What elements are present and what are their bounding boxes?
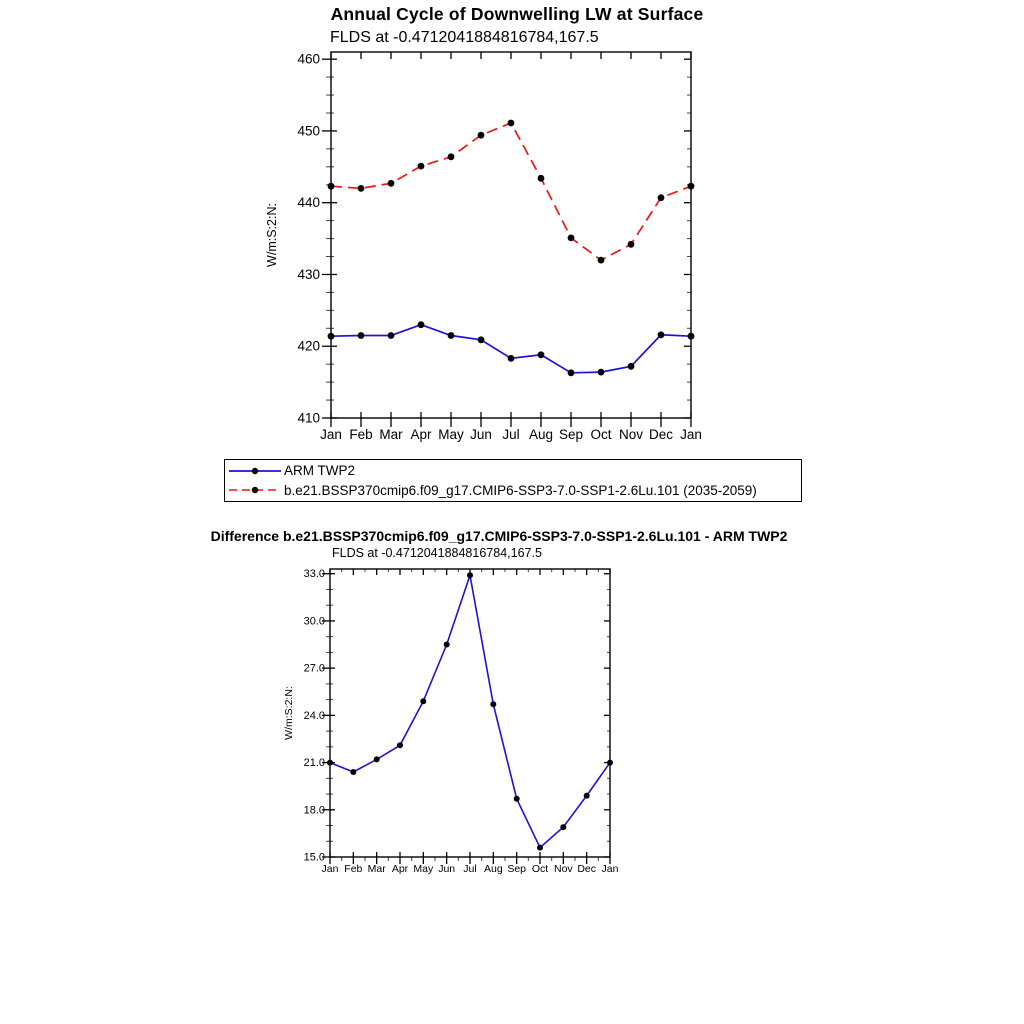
data-point-marker xyxy=(358,185,365,192)
x-tick-label: Oct xyxy=(590,427,612,442)
data-point-marker xyxy=(560,824,566,830)
data-point-marker xyxy=(607,760,613,766)
x-tick-label: Jun xyxy=(438,863,456,875)
x-tick-label: Apr xyxy=(391,863,409,875)
x-tick-label: Oct xyxy=(531,863,549,875)
data-point-marker xyxy=(328,333,335,340)
data-point-marker xyxy=(448,332,455,339)
data-point-marker xyxy=(568,369,575,376)
data-point-marker xyxy=(397,742,403,748)
x-tick-label: Sep xyxy=(507,863,527,875)
y-tick-label: 440 xyxy=(297,195,320,211)
y-tick-label: 24.0 xyxy=(303,709,325,722)
legend-label-arm-twp2: ARM TWP2 xyxy=(284,463,356,479)
data-point-marker xyxy=(478,132,485,139)
x-tick-label: Jul xyxy=(463,863,477,875)
x-tick-label: May xyxy=(438,427,464,442)
series-line xyxy=(330,575,610,847)
y-tick-label: 18.0 xyxy=(303,804,325,817)
data-point-marker xyxy=(444,642,450,648)
x-tick-label: Aug xyxy=(528,427,554,442)
top-chart-title: Annual Cycle of Downwelling LW at Surface xyxy=(330,4,704,24)
series-1 xyxy=(328,120,695,264)
data-point-marker xyxy=(658,194,665,201)
data-point-marker xyxy=(374,756,380,762)
x-tick-label: Jun xyxy=(470,427,492,442)
y-tick-label: 15.0 xyxy=(303,851,325,864)
plot-border xyxy=(331,52,691,418)
data-point-marker xyxy=(568,235,575,242)
x-tick-label: Dec xyxy=(648,427,674,442)
legend-label-model-run: b.e21.BSSP370cmip6.f09_g17.CMIP6-SSP3-7.0-SSP1-2.6Lu.101 (2035-2059) xyxy=(284,482,757,498)
data-point-marker xyxy=(538,175,545,182)
data-point-marker xyxy=(358,332,365,339)
data-point-marker xyxy=(658,331,665,338)
y-tick-label: 30.0 xyxy=(303,615,325,628)
x-tick-label: May xyxy=(413,863,434,875)
data-point-marker xyxy=(388,180,395,187)
y-tick-label: 430 xyxy=(297,266,320,282)
y-tick-label: 420 xyxy=(297,338,320,354)
x-tick-label: Jan xyxy=(320,427,342,442)
y-tick-label: 410 xyxy=(297,410,320,426)
x-tick-label: Apr xyxy=(410,427,432,442)
x-tick-label: Jan xyxy=(321,863,339,875)
bottom-chart-subtitle: FLDS at -0.4712041884816784,167.5 xyxy=(332,546,542,560)
data-point-marker xyxy=(584,793,590,799)
data-point-marker xyxy=(388,332,395,339)
x-tick-label: Mar xyxy=(367,863,386,875)
bottom-chart-y-axis-label: W/m:S:2:N: xyxy=(283,686,295,740)
data-point-marker xyxy=(478,336,485,343)
data-point-marker xyxy=(628,363,635,370)
legend xyxy=(224,459,802,502)
x-tick-label: Nov xyxy=(553,863,573,875)
data-point-marker xyxy=(327,760,333,766)
data-point-marker xyxy=(514,796,520,802)
data-point-marker xyxy=(467,572,473,578)
x-tick-label: Feb xyxy=(349,427,373,442)
series-0 xyxy=(327,572,613,850)
legend-marker-dot-icon xyxy=(252,487,258,493)
legend-sample-red-dashed-line xyxy=(228,483,282,497)
data-point-marker xyxy=(508,120,515,127)
data-point-marker xyxy=(508,355,515,362)
bottom-chart-title: Difference b.e21.BSSP370cmip6.f09_g17.CMIP6-SSP3-7.0-SSP1-2.6Lu.101 - ARM TWP2 xyxy=(210,528,788,544)
x-tick-label: Jul xyxy=(502,427,520,442)
x-axis xyxy=(322,569,619,875)
legend-sample-blue-solid-line xyxy=(228,464,282,478)
x-tick-label: Dec xyxy=(577,863,597,875)
legend-marker-dot-icon xyxy=(252,468,258,474)
x-axis xyxy=(320,52,702,442)
y-tick-label: 33.0 xyxy=(303,568,325,581)
data-point-marker xyxy=(688,333,695,340)
x-tick-label: Nov xyxy=(618,427,644,442)
x-tick-label: Sep xyxy=(558,427,584,442)
data-point-marker xyxy=(598,369,605,376)
data-point-marker xyxy=(628,241,635,248)
top-chart-plot xyxy=(297,52,701,442)
data-point-marker xyxy=(448,153,455,160)
y-tick-label: 21.0 xyxy=(303,757,325,770)
data-point-marker xyxy=(418,321,425,328)
y-tick-label: 460 xyxy=(297,51,320,67)
top-chart-y-axis-label: W/m:S:2:N: xyxy=(265,203,279,267)
data-point-marker xyxy=(418,163,425,170)
data-point-marker xyxy=(350,769,356,775)
x-tick-label: Mar xyxy=(379,427,403,442)
legend-item-model-run xyxy=(228,481,799,500)
data-point-marker xyxy=(490,701,496,707)
x-tick-label: Jan xyxy=(601,863,619,875)
series-line xyxy=(331,325,691,373)
top-chart-subtitle: FLDS at -0.4712041884816784,167.5 xyxy=(330,29,599,46)
data-point-marker xyxy=(598,257,605,264)
data-point-marker xyxy=(688,183,695,190)
series-line xyxy=(331,123,691,260)
series-0 xyxy=(328,321,695,376)
data-point-marker xyxy=(420,698,426,704)
x-tick-label: Feb xyxy=(344,863,363,875)
bottom-chart-plot xyxy=(304,568,619,875)
x-tick-label: Aug xyxy=(483,863,503,875)
x-tick-label: Jan xyxy=(680,427,702,442)
y-tick-label: 450 xyxy=(297,123,320,139)
data-point-marker xyxy=(328,183,335,190)
y-tick-label: 27.0 xyxy=(303,662,325,675)
legend-item-arm-twp2 xyxy=(228,461,799,480)
plot-border xyxy=(330,569,610,857)
data-point-marker xyxy=(537,845,543,851)
data-point-marker xyxy=(538,351,545,358)
